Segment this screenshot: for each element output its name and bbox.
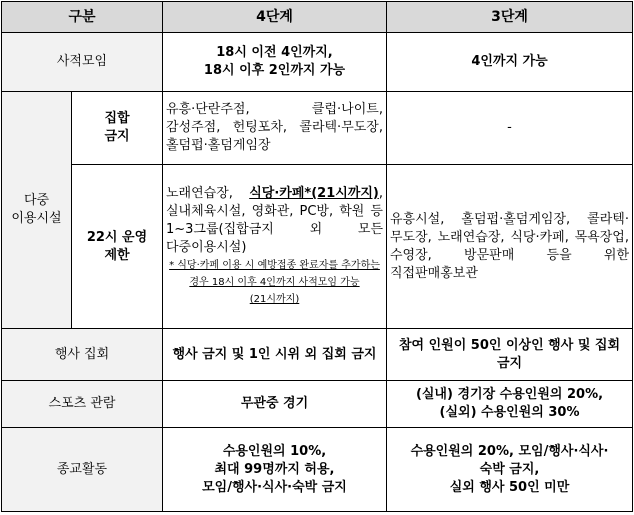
religion-label: 종교활동 [2, 428, 163, 512]
events-level3: 참여 인원이 50인 이상인 행사 및 집회 금지 [387, 329, 633, 381]
ban-label [72, 92, 163, 165]
private-gathering-level4-line1: 18시 이전 4인까지, [216, 45, 333, 60]
sports-level4: 무관중 경기 [163, 381, 387, 428]
restrict-label-line1: 22시 운영 [86, 229, 148, 245]
restrict-label-line2: 제한 [104, 247, 130, 263]
religion-level4-line3: 모임/행사·식사·숙박 금지 [202, 479, 347, 495]
events-level4: 행사 금지 및 1인 시위 외 집회 금지 [163, 329, 387, 381]
row-private-gathering [2, 33, 633, 92]
religion-level4 [163, 428, 387, 512]
multi-use-label [2, 92, 72, 329]
religion-level4-line1: 수용인원의 10%, [222, 443, 327, 459]
sports-level3-line1: (실내) 경기장 수용인원의 20%, [415, 387, 604, 402]
religion-level4-line2: 최대 99명까지 허용, [214, 461, 335, 477]
restrict-level4-post: , 실내체육시설, 영화관, PC방, 학원 등 1~3그룹(집합금지 외 모든 다중이용시설) [166, 186, 383, 255]
sports-level3 [387, 381, 633, 428]
row-multi-use-ban [2, 92, 633, 165]
restrict-level4-pre: 노래연습장, [166, 186, 250, 201]
header-category: 구분 [2, 2, 163, 33]
ban-level4: 유흥·단란주점, 클럽·나이트, 감성주점, 헌팅포차, 콜라텍·무도장, 홀덤펍·홀덤게임장 [163, 92, 387, 165]
religion-level3-line2: 숙박 금지, [479, 461, 540, 477]
row-sports [2, 381, 633, 428]
private-gathering-label: 사적모임 [2, 33, 163, 92]
header-level3: 3단계 [387, 2, 633, 33]
restrict-level4 [163, 165, 387, 329]
ban-label-line1: 집합 [104, 111, 130, 126]
sports-level3-line2: (실외) 수용인원의 30% [439, 405, 580, 420]
religion-level3-line3: 실외 행사 50인 미만 [449, 479, 570, 495]
restrict-level3: 유흥시설, 홀덤펍·홀덤게임장, 콜라텍·무도장, 노래연습장, 식당·카페, 목욕장업, 수영장, 방문판매 등을 위한 직접판매홍보관 [387, 165, 633, 329]
restrict-label [72, 165, 163, 329]
multi-use-label-line1: 다중 [23, 193, 50, 208]
distancing-rules-table [1, 1, 633, 512]
restrict-level4-note: * 식당·카페 이용 시 예방접종 완료자를 추가하는 경우 18시 이후 4인까지 사적모임 가능(21시까지) [169, 260, 380, 305]
private-gathering-level4 [163, 33, 387, 92]
header-row [2, 2, 633, 33]
restrict-level4-highlight: 식당·카페*(21시까지) [249, 186, 379, 201]
sports-label: 스포츠 관람 [2, 381, 163, 428]
private-gathering-level3: 4인까지 가능 [387, 33, 633, 92]
private-gathering-level4-line2: 18시 이후 2인까지 가능 [203, 63, 346, 78]
religion-level3 [387, 428, 633, 512]
ban-label-line2: 금지 [104, 129, 130, 144]
header-level4: 4단계 [163, 2, 387, 33]
row-religion [2, 428, 633, 512]
religion-level3-line1: 수용인원의 20%, 모임/행사·식사· [410, 443, 609, 459]
events-label: 행사 집회 [2, 329, 163, 381]
multi-use-label-line2: 이용시설 [11, 211, 62, 226]
row-multi-use-restrict [2, 165, 633, 329]
ban-level3: - [387, 92, 633, 165]
row-events [2, 329, 633, 381]
